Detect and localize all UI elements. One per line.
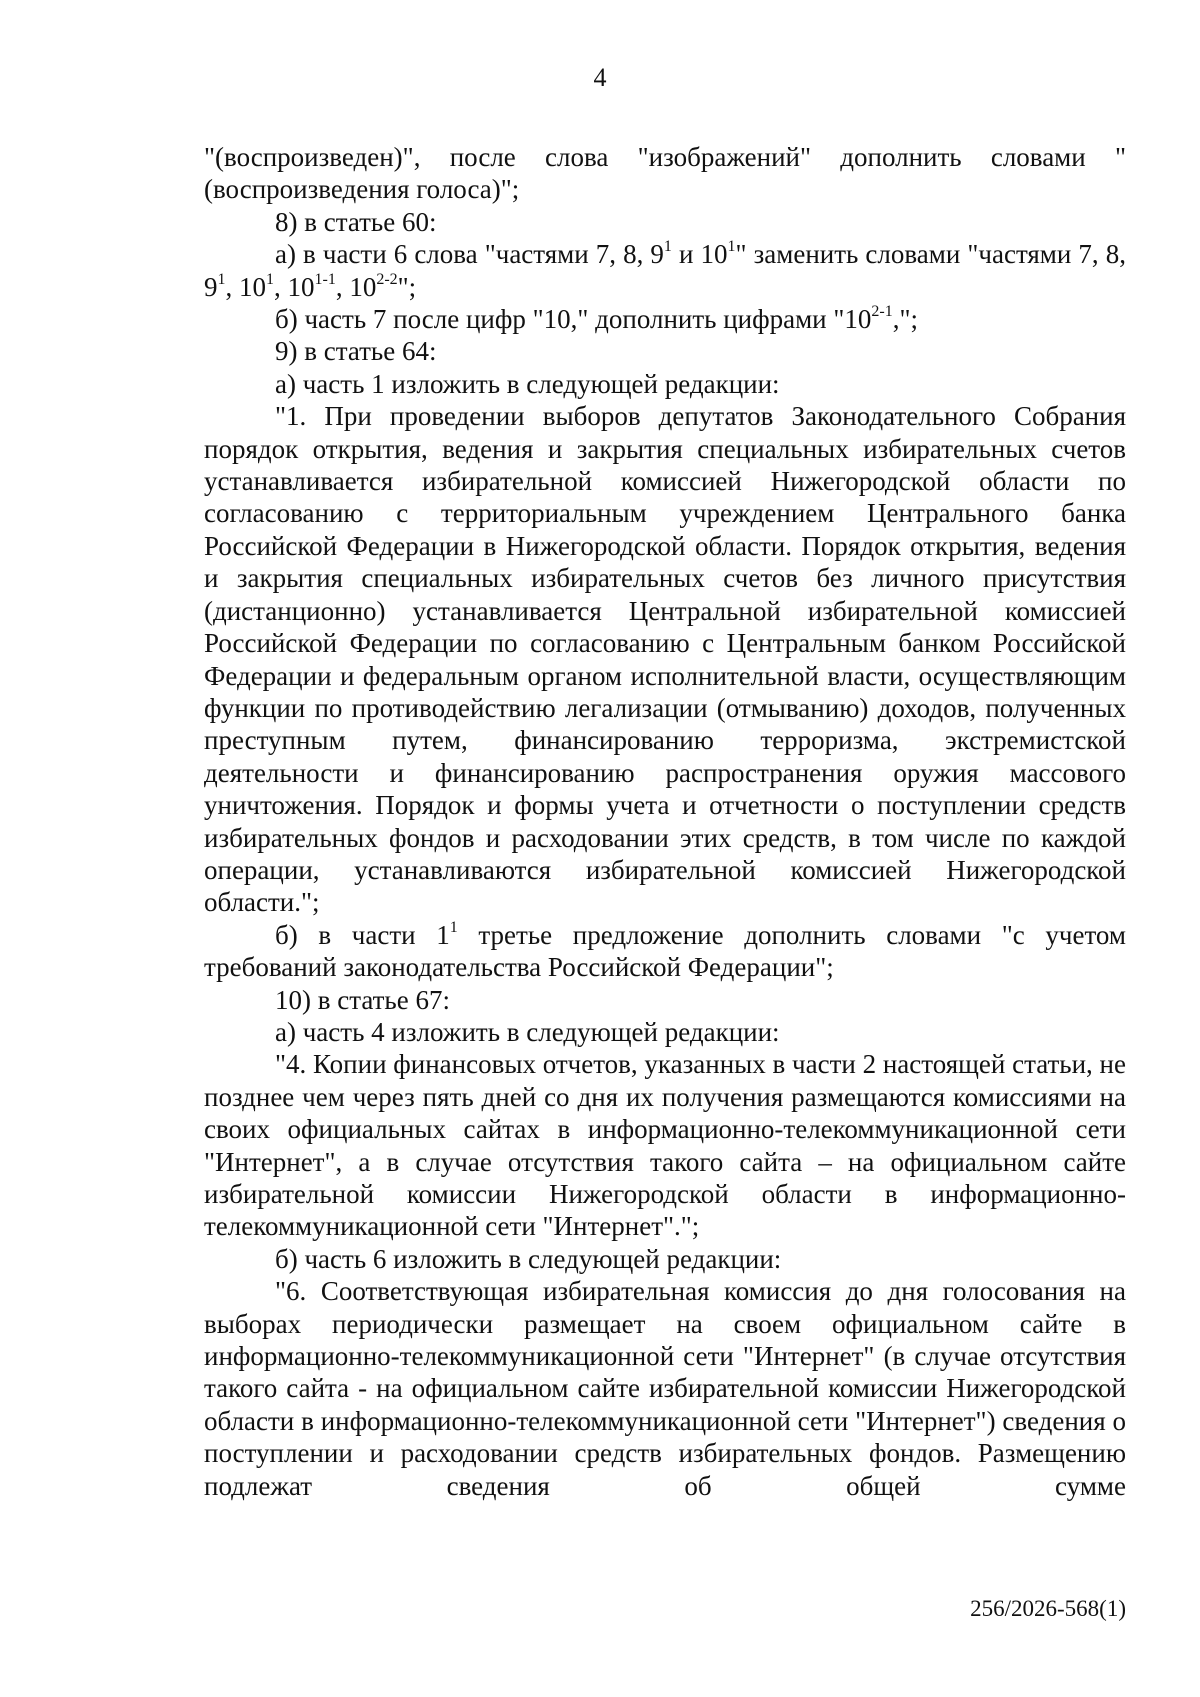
superscript: 1 xyxy=(449,918,458,936)
superscript: 1-1 xyxy=(314,270,336,288)
text-run: ,"; xyxy=(892,304,918,335)
text-run: и 10 xyxy=(671,239,728,270)
paragraph-article-67-b: б) часть 6 изложить в следующей редакции: xyxy=(275,1243,782,1274)
paragraph-article-64-a: а) часть 1 изложить в следующей редакции: xyxy=(275,368,780,399)
paragraph-article-64-part-1-text: "1. При проведении выборов депутатов Законодательного Собрания порядок открытия, ведения и закрытия специальных избирательных счетов устанавливается избирательной комиссией Нижегородской области по согласованию с территориальным учреждением Центрального банка Российской Федерации в Нижегородской области. Порядок открытия, ведения и закрытия специальных избирательных счетов без личного присутствия (дистанционно) устанавливается Центральной избирательной комиссией Российской Федерации по согласованию с Центральным банком Российской Федерации и федеральным органом исполнительной власти, осуществляющим функции по противодействию легализации (отмыванию) доходов, полученных преступным путем, финансированию терроризма, экстремистской деятельности и финансированию распространения оружия массового уничтожения. Порядок и формы учета и отчетности о поступлении средств избирательных фондов и расходовании этих средств, в том числе по каждой операции, устанавливаются избирательной комиссией Нижегородской области."; xyxy=(204,401,1126,918)
paragraph-article-67-part-6-text: "6. Соответствующая избирательная комиссия до дня голосования на выборах периодически размещает на своем официальном сайте в информационно-телекоммуникационной сети "Интернет" (в случае отсутствия такого сайта - на официальном сайте избирательной комиссии Нижегородской области в информационно-телекоммуникационной сети "Интернет") сведения о поступлении и расходовании средств избирательных фондов. Размещению подлежат сведения об общей сумме xyxy=(204,1276,1126,1501)
paragraph-article-60: 8) в статье 60: xyxy=(275,206,437,237)
text-run: б) часть 7 после цифр "10," дополнить цифрами "10 xyxy=(275,304,872,335)
superscript: 2-1 xyxy=(871,303,893,321)
text-run: "; xyxy=(397,271,417,302)
text-run: а) в части 6 слова "частями 7, 8, 9 xyxy=(275,239,664,270)
paragraph-article-67: 10) в статье 67: xyxy=(275,984,450,1015)
superscript: 1 xyxy=(663,238,672,256)
page-number: 4 xyxy=(593,63,607,92)
paragraph-article-60-a xyxy=(204,238,1126,303)
paragraph-article-64-b xyxy=(204,919,1126,984)
superscript: 1 xyxy=(727,238,736,256)
paragraph-article-60-b xyxy=(204,303,1126,335)
paragraph-article-67-a: а) часть 4 изложить в следующей редакции: xyxy=(275,1016,780,1047)
superscript: 1 xyxy=(266,270,274,288)
superscript: 1 xyxy=(217,270,226,288)
paragraph-article-64: 9) в статье 64: xyxy=(275,336,437,367)
text-run: " заменить словами "частями 7, 8, 9 xyxy=(204,239,1126,302)
paragraph-article-67-part-4-text: "4. Копии финансовых отчетов, указанных в части 2 настоящей статьи, не позднее чем через пять дней со дня их получения размещаются комиссиями на своих официальных сайтах в информационно-телекоммуникационной сети "Интернет", а в случае отсутствия такого сайта – на официальном сайте избирательной комиссии Нижегородской области в информационно-телекоммуникационной сети "Интернет"."; xyxy=(204,1049,1126,1242)
document-body xyxy=(204,141,1126,1502)
document-code: 256/2026-568(1) xyxy=(970,1596,1126,1621)
paragraph-continuation: "(воспроизведен)", после слова "изображений" дополнить словами "(воспроизведения голоса)"; xyxy=(204,142,1126,205)
text-run: , 10 xyxy=(335,271,377,302)
text-run: , 10 xyxy=(225,271,266,302)
text-run: третье предложение дополнить словами "с учетом требований законодательства Российской Федерации"; xyxy=(204,919,1126,983)
superscript: 2-2 xyxy=(376,270,398,288)
text-run: , 10 xyxy=(274,271,315,302)
text-run: б) в части 1 xyxy=(275,919,450,950)
